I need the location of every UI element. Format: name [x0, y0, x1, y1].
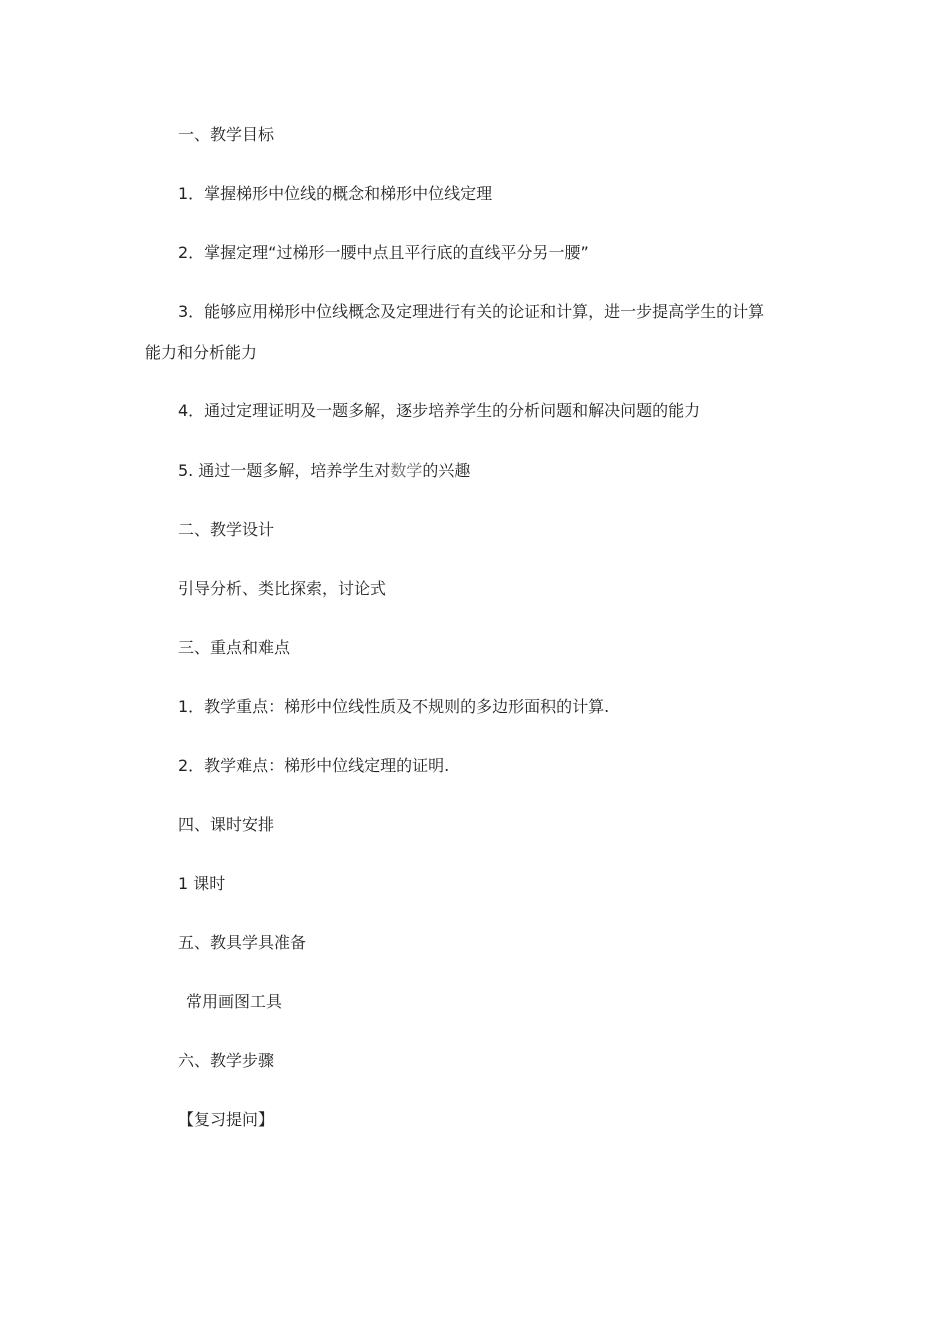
goal-item-1: 1．掌握梯形中位线的概念和梯形中位线定理	[178, 184, 493, 203]
section-title-schedule: 四、课时安排	[178, 815, 275, 834]
goal-item-2: 2．掌握定理“过梯形一腰中点且平行底的直线平分另一腰”	[178, 243, 589, 262]
goal-item-3-line1: 3．能够应用梯形中位线概念及定理进行有关的论证和计算，进一步提高学生的计算	[178, 302, 765, 321]
class-hours: 1 课时	[178, 874, 226, 893]
difficult-point: 2．教学难点：梯形中位线定理的证明.	[178, 756, 450, 775]
section-title-tools: 五、教具学具准备	[178, 933, 307, 952]
tools-text: 常用画图工具	[186, 992, 283, 1011]
goal-item-5-suffix: 的兴趣	[422, 461, 471, 480]
design-text: 引导分析、类比探索，讨论式	[178, 579, 387, 598]
key-point: 1．教学重点：梯形中位线性质及不规则的多边形面积的计算.	[178, 697, 610, 716]
goal-item-3-line2: 能力和分析能力	[145, 343, 258, 362]
section-title-key-and-difficult-points: 三、重点和难点	[178, 638, 291, 657]
goal-item-5	[178, 461, 470, 481]
section-title-steps: 六、教学步骤	[178, 1051, 275, 1070]
goal-item-4: 4．通过定理证明及一题多解，逐步培养学生的分析问题和解决问题的能力	[178, 401, 701, 420]
math-link[interactable]: 数学	[390, 461, 423, 480]
review-heading: 【复习提问】	[178, 1110, 275, 1129]
section-title-teaching-design: 二、教学设计	[178, 520, 275, 539]
section-title-teaching-goals: 一、教学目标	[178, 125, 275, 144]
goal-item-5-prefix: 5. 通过一题多解，培养学生对	[178, 461, 391, 480]
